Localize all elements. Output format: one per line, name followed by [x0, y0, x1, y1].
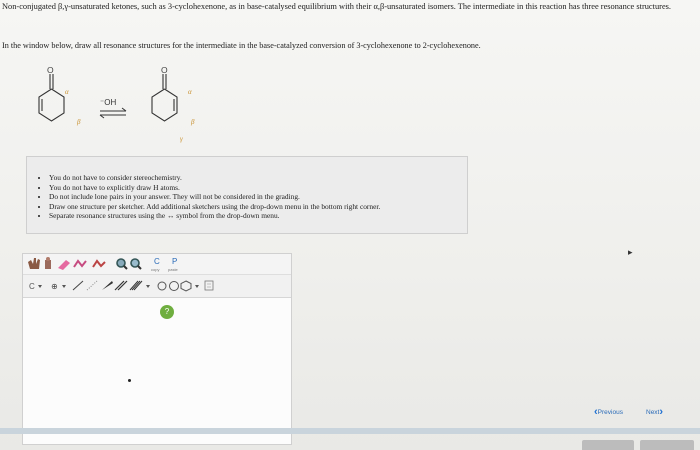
list-item: • Separate resonance structures using the ↔ symbol from the drop-down menu.: [49, 211, 467, 221]
sketcher-canvas[interactable]: [23, 298, 291, 444]
instructions-list: [27, 173, 467, 221]
double-bond-icon[interactable]: [115, 281, 127, 290]
next-label: Next: [646, 409, 660, 416]
product-structure: [152, 74, 177, 121]
hand-icon[interactable]: [28, 258, 40, 269]
equilibrium-arrow: [100, 108, 126, 118]
chevron-right-icon: ›: [659, 406, 664, 418]
element-label: C: [29, 282, 35, 291]
cyclopropane-icon[interactable]: [158, 282, 166, 290]
chevron-down-icon: [62, 285, 66, 288]
chevron-down-icon: [38, 285, 42, 288]
question-intro: Non-conjugated β,γ-unsaturated ketones, such as 3-cyclohexenone, as in base-catalysed equilibrium with their α,β-unsaturated isomers. The intermediate in this reaction has three resonance structures.: [2, 2, 672, 11]
reactant-beta: β: [77, 118, 81, 126]
reactant-oxygen: O: [47, 65, 54, 75]
reactant-structure: [39, 74, 64, 121]
list-item: • You do not have to consider stereochemistry.: [49, 173, 467, 183]
product-gamma: γ: [180, 135, 183, 143]
previous-button[interactable]: [594, 407, 623, 418]
top-toolbar-icons: [23, 254, 291, 274]
footer-button-left[interactable]: [582, 440, 634, 450]
charge-plus-icon: ⊕: [51, 282, 58, 291]
copy-button[interactable]: [151, 257, 160, 272]
draw-toolbar-icons: [23, 275, 291, 297]
next-button[interactable]: [646, 407, 663, 418]
list-item: • Do not include lone pairs in your answer. They will not be considered in the grading.: [49, 192, 467, 202]
question-instruction: In the window below, draw all resonance structures for the intermediate in the base-catalyzed conversion of 3-cyclohexenone to 2-cyclohexenone.: [2, 41, 481, 50]
eraser-icon[interactable]: [58, 260, 70, 270]
list-item: • Draw one structure per sketcher. Add additional sketchers using the drop-down menu in the bottom right corner.: [49, 202, 467, 212]
copy-sublabel: copy: [151, 267, 160, 272]
footer-button-right[interactable]: [640, 440, 694, 450]
template-icon[interactable]: [205, 281, 213, 290]
chevron-left-icon: ‹: [594, 406, 598, 418]
lasso-icon[interactable]: [45, 257, 51, 269]
reaction-scheme: [20, 56, 230, 152]
page-footer-bar: [0, 428, 700, 434]
product-oxygen: O: [161, 65, 168, 75]
reactant-alpha: α: [65, 88, 69, 96]
canvas-dot: [128, 379, 131, 382]
single-bond-icon[interactable]: [73, 281, 83, 290]
wedge-bond-icon[interactable]: [102, 281, 113, 290]
copy-label: C: [154, 257, 160, 266]
product-beta: β: [191, 118, 195, 126]
zoom-in-icon[interactable]: [117, 259, 127, 269]
list-item: • You do not have to explicitly draw H atoms.: [49, 183, 467, 193]
chevron-down-icon: [146, 285, 150, 288]
product-alpha: α: [188, 88, 192, 96]
dashed-bond-icon[interactable]: [87, 281, 97, 290]
previous-label: Previous: [597, 409, 623, 416]
zoom-out-icon[interactable]: [131, 259, 141, 269]
molecule-sketcher[interactable]: [22, 253, 292, 445]
bond-dropdown[interactable]: [146, 285, 150, 288]
instructions-box: [26, 156, 468, 234]
chevron-down-icon: [195, 285, 199, 288]
sketcher-draw-toolbar: [23, 275, 291, 298]
cyclopentane-icon[interactable]: [170, 282, 179, 291]
paste-button[interactable]: [168, 257, 179, 272]
bond-tool-icon[interactable]: [74, 261, 86, 267]
sketcher-top-toolbar: [23, 254, 291, 275]
charge-dropdown[interactable]: [51, 282, 66, 291]
triple-bond-icon[interactable]: [130, 281, 142, 290]
hydroxide-reagent: ⁻OH: [100, 98, 117, 107]
ring-dropdown[interactable]: [195, 285, 199, 288]
cyclohexane-icon[interactable]: [181, 281, 191, 291]
element-dropdown[interactable]: [29, 282, 42, 291]
sketcher-menu-arrow[interactable]: ▸: [628, 248, 633, 258]
help-badge[interactable]: ?: [160, 305, 174, 319]
ring-tool-icon[interactable]: [93, 261, 105, 267]
paste-sublabel: paste: [168, 267, 178, 272]
paste-label: P: [172, 257, 178, 266]
